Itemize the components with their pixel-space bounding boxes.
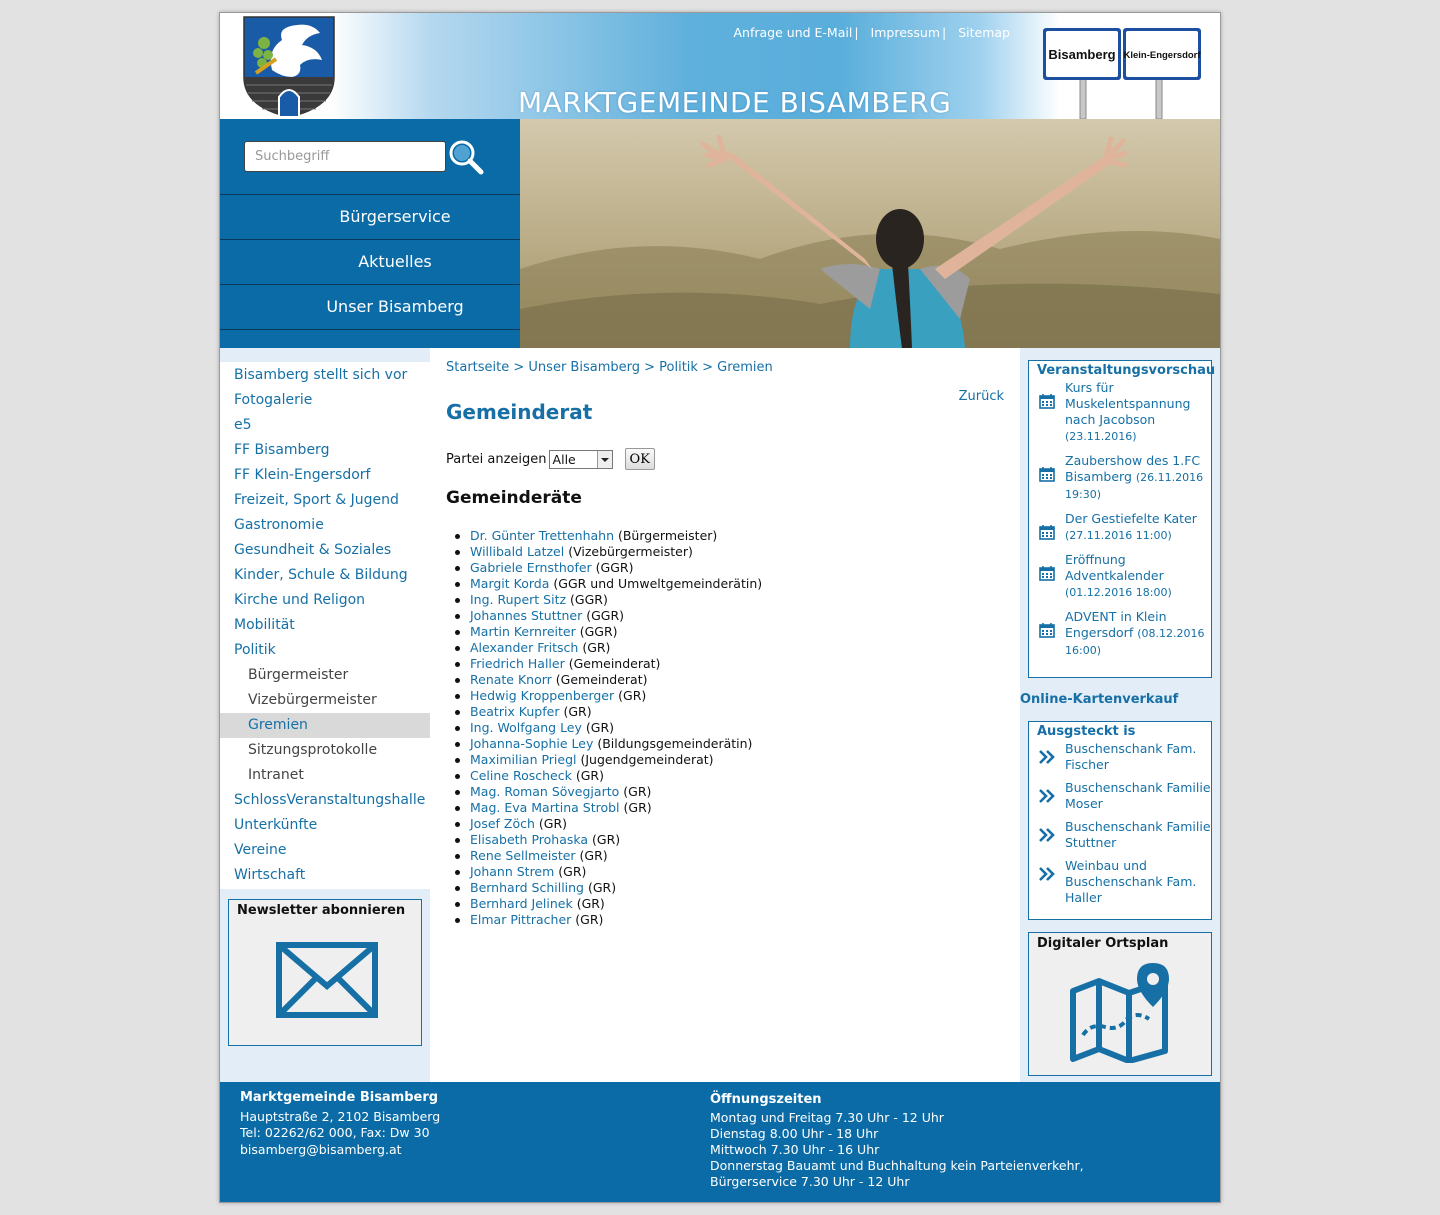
list-item xyxy=(470,736,762,752)
member-name-link[interactable]: Willibald Latzel xyxy=(470,544,565,559)
left-sidebar xyxy=(220,348,430,1082)
site-header xyxy=(220,13,1220,119)
list-item xyxy=(470,576,762,592)
member-name-link[interactable]: Josef Zöch xyxy=(470,816,535,831)
member-role: (GR) xyxy=(585,720,615,735)
event-date: (26.11.2016 19:30) xyxy=(1065,471,1204,501)
event-item[interactable] xyxy=(1029,511,1211,544)
sidebar-item[interactable]: Intranet xyxy=(248,767,304,783)
double-chevron-right-icon xyxy=(1039,828,1055,846)
sidebar-item[interactable]: Wirtschaft xyxy=(234,867,306,883)
sidebar-item[interactable]: Bürgermeister xyxy=(248,667,349,683)
online-tickets-link[interactable]: Online-Kartenverkauf xyxy=(1020,692,1179,707)
buschenschank-link[interactable]: Buschenschank Familie Moser xyxy=(1065,780,1211,811)
list-item xyxy=(470,880,762,896)
list-item xyxy=(470,768,762,784)
main-nav xyxy=(220,119,520,348)
member-name-link[interactable]: Mag. Roman Sövegjarto xyxy=(470,784,620,799)
list-item xyxy=(470,528,762,544)
newsletter-box[interactable] xyxy=(228,899,422,1046)
footer-address xyxy=(240,1090,440,1158)
back-link[interactable]: Zurück xyxy=(958,389,1004,404)
list-item xyxy=(470,832,762,848)
sidebar-item[interactable]: Freizeit, Sport & Jugend xyxy=(234,492,399,508)
member-role: (Gemeinderat) xyxy=(555,672,648,687)
member-role: (Bürgermeister) xyxy=(617,528,718,543)
site-title: MARKTGEMEINDE BISAMBERG xyxy=(518,86,952,119)
sidebar-item[interactable]: Fotogalerie xyxy=(234,392,313,408)
sidebar-item[interactable]: Gremien xyxy=(220,713,430,738)
member-name-link[interactable]: Rene Sellmeister xyxy=(470,848,576,863)
event-title[interactable]: Kurs für Muskelentspannung nach Jacobson xyxy=(1065,380,1191,427)
calendar-icon xyxy=(1039,524,1055,544)
list-item xyxy=(470,848,762,864)
member-list xyxy=(470,528,762,928)
sidebar-item[interactable]: Vereine xyxy=(234,842,287,858)
member-name-link[interactable]: Ing. Rupert Sitz xyxy=(470,592,567,607)
member-name-link[interactable]: Alexander Fritsch xyxy=(470,640,579,655)
hours-line: Mittwoch 7.30 Uhr - 16 Uhr xyxy=(710,1142,880,1157)
event-item[interactable] xyxy=(1029,552,1211,601)
member-role: (Gemeinderat) xyxy=(568,656,661,671)
member-name-link[interactable]: Martin Kernreiter xyxy=(470,624,576,639)
member-role: (GR) xyxy=(582,640,611,655)
party-select[interactable] xyxy=(549,450,613,469)
sign-right-label: Klein-Engersdorf xyxy=(1123,50,1201,61)
hours-line: Montag und Freitag 7.30 Uhr - 12 Uhr xyxy=(710,1110,944,1125)
map-box[interactable] xyxy=(1028,932,1212,1076)
breadcrumb-separator: > xyxy=(697,360,718,375)
list-item xyxy=(470,608,762,624)
party-filter xyxy=(446,448,655,470)
chevron-down-icon[interactable] xyxy=(597,451,612,468)
section-heading: Gemeinderäte xyxy=(446,488,582,508)
list-item[interactable] xyxy=(1029,780,1211,812)
member-role: (GR) xyxy=(592,832,621,847)
list-item xyxy=(470,624,762,640)
town-sign-icon xyxy=(1042,27,1202,119)
list-item xyxy=(470,720,762,736)
member-role: (GR) xyxy=(563,704,592,719)
member-name-link[interactable]: Johanna-Sophie Ley xyxy=(470,736,594,751)
member-name-link[interactable]: Johannes Stuttner xyxy=(470,608,583,623)
event-date: (01.12.2016 18:00) xyxy=(1065,586,1172,599)
sidebar-item[interactable]: Mobilität xyxy=(234,617,295,633)
double-chevron-right-icon xyxy=(1039,750,1055,768)
member-name-link[interactable]: Renate Knorr xyxy=(470,672,552,687)
member-name-link[interactable]: Ing. Wolfgang Ley xyxy=(470,720,582,735)
event-item[interactable] xyxy=(1029,380,1211,445)
member-role: (GR) xyxy=(538,816,568,831)
list-item xyxy=(470,544,762,560)
event-date: (08.12.2016 16:00) xyxy=(1065,627,1205,657)
events-list xyxy=(1029,380,1211,659)
breadcrumb-separator: > xyxy=(639,360,660,375)
footer-street: Hauptstraße 2, 2102 Bisamberg xyxy=(240,1108,441,1124)
member-role: (GGR) xyxy=(579,624,618,639)
sidebar-item[interactable]: Sitzungsprotokolle xyxy=(248,742,378,758)
sidebar-item[interactable]: Gesundheit & Soziales xyxy=(234,542,392,558)
ausgsteckt-box xyxy=(1028,721,1212,920)
coat-of-arms-icon[interactable] xyxy=(242,15,336,119)
breadcrumb-link[interactable]: Politik xyxy=(659,360,698,375)
footer-hours-title: Öffnungszeiten xyxy=(710,1092,822,1107)
ok-button[interactable]: OK xyxy=(625,448,655,470)
sidebar-item[interactable]: Kirche und Religon xyxy=(234,592,366,608)
hours-line: Bürgerservice 7.30 Uhr - 12 Uhr xyxy=(710,1174,910,1189)
section-menu xyxy=(220,362,430,889)
search-icon[interactable] xyxy=(448,139,484,175)
top-link-sitemap[interactable]: Sitemap xyxy=(958,25,1010,40)
top-link-anfrage[interactable]: Anfrage und E-Mail xyxy=(733,25,853,40)
sidebar-item[interactable]: Politik xyxy=(234,642,276,658)
breadcrumb-link[interactable]: Unser Bisamberg xyxy=(528,360,640,375)
breadcrumb xyxy=(446,360,773,375)
footer-org: Marktgemeinde Bisamberg xyxy=(240,1090,439,1105)
event-date: (23.11.2016) xyxy=(1065,430,1137,443)
member-name-link[interactable]: Hedwig Kroppenberger xyxy=(470,688,615,703)
nav-aktuelles[interactable]: Aktuelles xyxy=(220,239,520,283)
page xyxy=(219,12,1221,1203)
top-links: Anfrage und E-Mail | Impressum | Sitemap xyxy=(733,25,1010,40)
right-sidebar xyxy=(1020,348,1220,1082)
filter-label: Partei anzeigen xyxy=(446,451,547,467)
list-item xyxy=(470,784,762,800)
member-name-link[interactable]: Dr. Günter Trettenhahn xyxy=(470,528,614,543)
double-chevron-right-icon xyxy=(1039,789,1055,807)
breadcrumb-separator: > xyxy=(509,360,529,375)
list-item xyxy=(470,704,762,720)
member-role: (GR) xyxy=(575,912,604,927)
member-role: (GR) xyxy=(587,880,617,895)
sign-left-label: Bisamberg xyxy=(1048,47,1116,62)
member-name-link[interactable]: Bernhard Jelinek xyxy=(470,896,573,911)
sidebar-item[interactable]: Unterkünfte xyxy=(234,817,318,833)
member-name-link[interactable]: Friedrich Haller xyxy=(470,656,565,671)
newsletter-title: Newsletter abonnieren xyxy=(237,903,406,918)
list-item xyxy=(470,896,762,912)
map-pin-icon[interactable] xyxy=(1069,961,1171,1063)
sidebar-item[interactable]: e5 xyxy=(234,417,252,433)
breadcrumb-link[interactable]: Startseite xyxy=(446,360,510,375)
member-name-link[interactable]: Mag. Eva Martina Strobl xyxy=(470,800,620,815)
list-item xyxy=(470,560,762,576)
list-item xyxy=(470,688,762,704)
ausgsteckt-list xyxy=(1029,741,1211,906)
hero-image xyxy=(520,119,1220,348)
calendar-icon xyxy=(1039,622,1055,642)
event-title[interactable]: Zaubershow des 1.FC Bisamberg xyxy=(1065,453,1201,484)
page-title: Gemeinderat xyxy=(446,400,593,424)
ausgsteckt-title: Ausgsteckt is xyxy=(1037,724,1136,739)
envelope-icon[interactable] xyxy=(276,942,378,1018)
event-title[interactable]: Eröffnung Adventkalender xyxy=(1065,552,1164,583)
member-role: (GR) xyxy=(618,688,647,703)
member-role: (GR) xyxy=(558,864,587,879)
sidebar-item[interactable]: FF Bisamberg xyxy=(234,442,330,458)
list-item xyxy=(470,672,762,688)
member-role: (GR) xyxy=(579,848,608,863)
sidebar-item[interactable]: Kinder, Schule & Bildung xyxy=(234,567,408,583)
member-role: (GGR) xyxy=(595,560,634,575)
member-role: (GGR) xyxy=(570,592,608,607)
calendar-icon xyxy=(1039,466,1055,486)
footer-phone: Tel: 02262/62 000, Fax: Dw 30 xyxy=(240,1125,430,1140)
member-role: (GR) xyxy=(623,800,652,815)
member-role: (GR) xyxy=(576,896,605,911)
event-title[interactable]: ADVENT in Klein Engersdorf xyxy=(1065,609,1167,640)
list-item xyxy=(470,656,762,672)
list-item xyxy=(470,640,762,656)
member-name-link[interactable]: Margit Korda xyxy=(470,576,550,591)
party-select-value: Alle xyxy=(552,451,576,467)
events-box xyxy=(1028,360,1216,678)
sidebar-item[interactable]: Bisamberg stellt sich vor xyxy=(234,367,408,383)
footer-hours xyxy=(710,1092,1084,1190)
sidebar-item[interactable]: Vizebürgermeister xyxy=(248,692,377,708)
double-chevron-right-icon xyxy=(1039,867,1055,885)
list-item xyxy=(470,752,762,768)
member-role: (Bildungsgemeinderätin) xyxy=(597,736,753,751)
member-name-link[interactable]: Bernhard Schilling xyxy=(470,880,584,895)
event-item[interactable] xyxy=(1029,609,1211,659)
member-role: (GGR) xyxy=(586,608,625,623)
list-item xyxy=(470,864,762,880)
member-name-link[interactable]: Elmar Pittracher xyxy=(470,912,572,927)
member-role: (Jugendgemeinderat) xyxy=(580,752,714,767)
hours-list xyxy=(710,1110,1084,1190)
list-item[interactable] xyxy=(1029,741,1211,773)
list-item xyxy=(470,592,762,608)
buschenschank-link[interactable]: Weinbau und Buschenschank Fam. Haller xyxy=(1065,858,1197,905)
member-name-link[interactable]: Elisabeth Prohaska xyxy=(470,832,589,847)
hours-line: Dienstag 8.00 Uhr - 18 Uhr xyxy=(710,1126,879,1141)
footer-email[interactable]: bisamberg@bisamberg.at xyxy=(240,1141,402,1157)
search-input[interactable] xyxy=(244,141,446,172)
member-name-link[interactable]: Maximilian Priegl xyxy=(470,752,577,767)
event-date: (27.11.2016 11:00) xyxy=(1065,529,1172,542)
list-item[interactable] xyxy=(1029,858,1211,906)
member-role: (GR) xyxy=(623,784,652,799)
member-name-link[interactable]: Gabriele Ernsthofer xyxy=(470,560,592,575)
member-role: (GR) xyxy=(575,768,604,783)
list-item[interactable] xyxy=(1029,819,1211,851)
buschenschank-link[interactable]: Buschenschank Fam. Fischer xyxy=(1065,741,1197,772)
event-title[interactable]: Der Gestiefelte Kater xyxy=(1065,511,1197,526)
breadcrumb-link[interactable]: Gremien xyxy=(717,360,773,375)
events-title: Veranstaltungsvorschau xyxy=(1037,363,1216,378)
sidebar-item[interactable]: Gastronomie xyxy=(234,517,324,533)
calendar-icon xyxy=(1039,565,1055,585)
calendar-icon xyxy=(1039,393,1055,413)
list-item xyxy=(470,800,762,816)
nav-divider xyxy=(220,329,520,348)
member-name-link[interactable]: Beatrix Kupfer xyxy=(470,704,560,719)
nav-unser-bisamberg[interactable]: Unser Bisamberg xyxy=(220,284,520,328)
member-name-link[interactable]: Celine Roscheck xyxy=(470,768,572,783)
sidebar-item[interactable]: FF Klein-Engersdorf xyxy=(234,467,371,483)
main-content xyxy=(430,348,1020,1082)
map-box-title: Digitaler Ortsplan xyxy=(1037,936,1169,951)
list-item xyxy=(470,816,762,832)
member-role: (Vizebürgermeister) xyxy=(568,544,693,559)
event-item[interactable] xyxy=(1029,453,1211,503)
sidebar-item[interactable]: SchlossVeranstaltungshalle xyxy=(234,792,426,808)
buschenschank-link[interactable]: Buschenschank Familie Stuttner xyxy=(1065,819,1211,850)
hours-line: Donnerstag Bauamt und Buchhaltung kein Parteienverkehr, xyxy=(710,1158,1084,1173)
top-link-impressum[interactable]: Impressum xyxy=(870,25,941,40)
member-name-link[interactable]: Johann Strem xyxy=(470,864,555,879)
list-item xyxy=(470,912,762,928)
site-footer xyxy=(220,1082,1220,1203)
member-role: (GGR und Umweltgemeinderätin) xyxy=(553,576,763,591)
nav-buergerservice[interactable]: Bürgerservice xyxy=(220,194,520,238)
